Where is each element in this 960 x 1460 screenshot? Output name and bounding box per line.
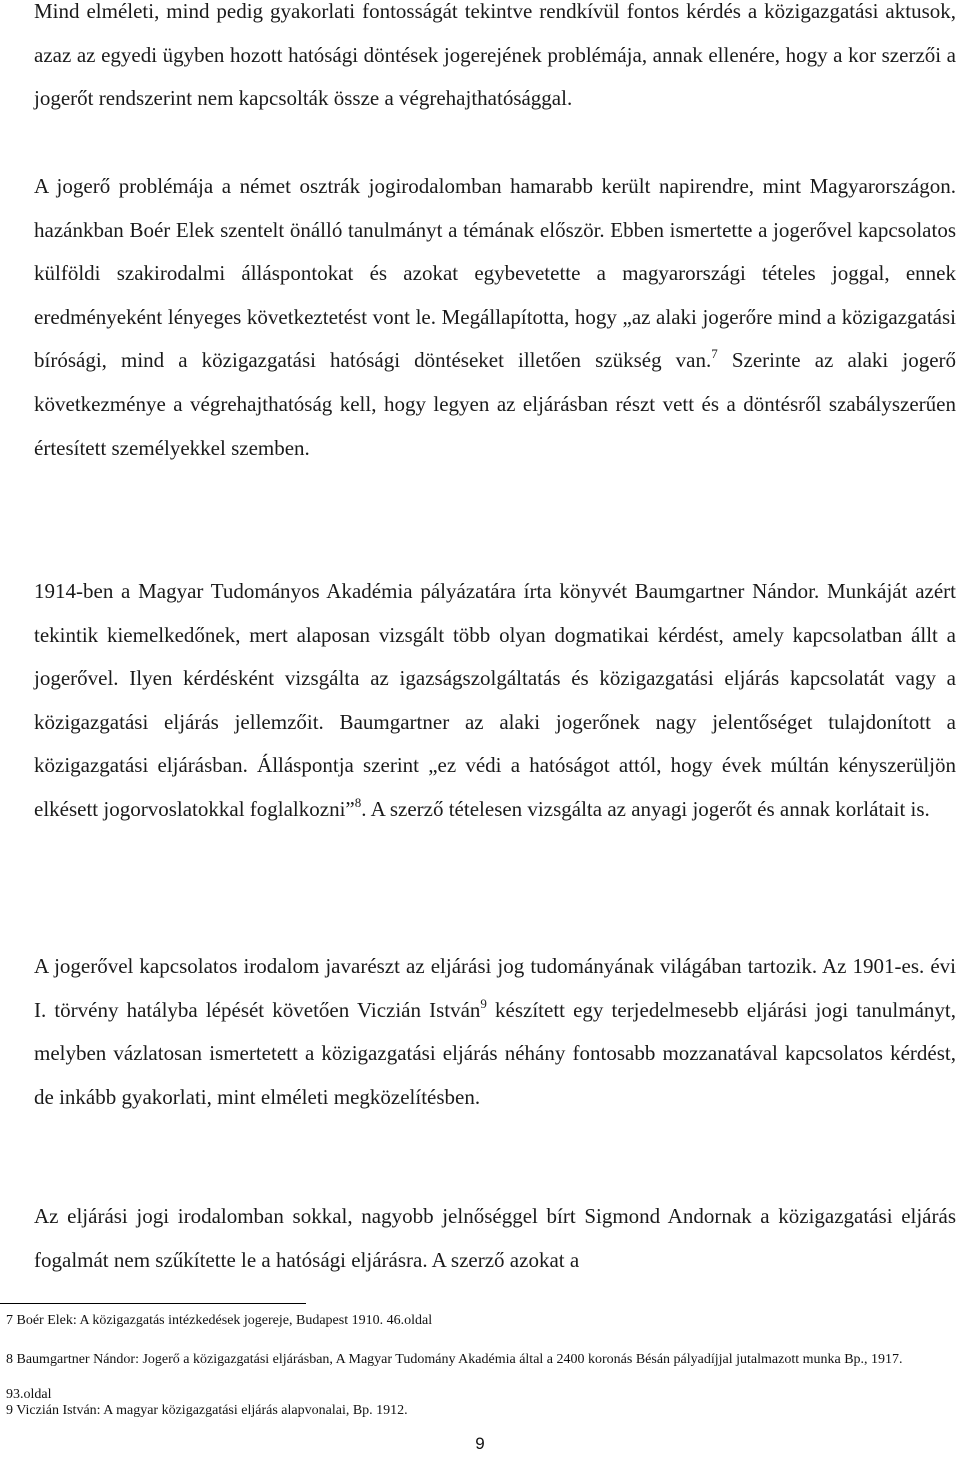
paragraph-3 (34, 570, 956, 832)
paragraph-2-text-b: Szerinte az alaki jogerő következménye a végrehajthatóság kell, hogy legyen az eljárásban részt vett és a döntésről szabályszerűen értesített személyekkel szemben. (34, 348, 957, 460)
footnote-8: 8 Baumgartner Nándor: Jogerő a közigazgatási eljárásban, A Magyar Tudomány Akadémia által a 2400 koronás Bésán pályadíjjal jutalmazott munka Bp., 1917. 93.oldal (6, 1352, 903, 1402)
paragraph-2 (34, 165, 956, 470)
footnote-ref-9[interactable]: 9 (480, 995, 487, 1011)
paragraph-4-text-a: A jogerővel kapcsolatos irodalom javarészt az eljárási jog tudományának világában tartozik. Az 1901-es. évi I. törvény hatályba lépését követően Viczián István (34, 954, 956, 1022)
paragraph-5-text: Az eljárási jogi irodalomban sokkal, nagyobb jelnőséggel bírt Sigmond Andornak a közigazgatási eljárás fogalmát nem szűkítette le a hatósági eljárásra. A szerző azokat a (34, 1204, 956, 1272)
paragraph-3-text-a: 1914-ben a Magyar Tudományos Akadémia pályázatára írta könyvét Baumgartner Nándor. Munkáját azért tekintik kiemelkedőnek, mert alaposan vizsgált több olyan dogmatikai kérdést, amely kapcsolatban állt a jogerővel. Ilyen kérdésként vizsgálta az igazságszolgáltatás és közigazgatási eljárás kapcsolatát vagy a közigazgatási eljárás jellemzőit. Baumgartner az alaki jogerőnek nagy jelentőséget tulajdonított a közigazgatási eljárásban. Álláspontja szerint „ez védi a hatóságot attól, hogy évek múltán kényszerüljön elkésett jogorvoslatokkal foglalkozni” (34, 579, 956, 821)
paragraph-1-text: Mind elméleti, mind pedig gyakorlati fontosságát tekintve rendkívül fontos kérdés a közigazgatási aktusok, azaz az egyedi ügyben hozott hatósági döntések jogerejének problémája, annak ellenére, hogy a kor szerzői a jogerőt rendszerint nem kapcsolták össze a végrehajthatósággal. (34, 0, 956, 111)
footnote-9: 9 Viczián István: A magyar közigazgatási eljárás alapvonalai, Bp. 1912. (6, 1403, 408, 1418)
paragraph-5 (34, 1195, 956, 1282)
footnote-7: 7 Boér Elek: A közigazgatás intézkedések jogereje, Budapest 1910. 46.oldal (6, 1313, 433, 1328)
paragraph-1 (34, 0, 956, 121)
paragraph-2-text-a: A jogerő problémája a német osztrák jogirodalomban hamarabb került napirendre, mint Magyarországon. hazánkban Boér Elek szentelt önálló tanulmányt a témának először. Ebben ismertette a jogerővel kapcsolatos külföldi szakirodalmi álláspontokat és azokat egybevetette a magyarországi tételes joggal, ennek eredményeként lényeges következtetést vont le. Megállapította, hogy „az alaki jogerőre mind a közigazgatási bírósági, mind a közigazgatási hatósági döntéseket illetően szükség van. (34, 174, 956, 373)
paragraph-4 (34, 945, 956, 1119)
paragraph-4-text-b: készített egy terjedelmesebb eljárási jogi tanulmányt, melyben vázlatosan ismertetett a közigazgatási eljárás néhány fontosabb mozzanatával kapcsolatos kérdést, de inkább gyakorlati, mint elméleti megközelítésben. (34, 997, 956, 1109)
footnote-separator (0, 1303, 306, 1304)
footnote-ref-7[interactable]: 7 (711, 346, 718, 362)
footnote-ref-8[interactable]: 8 (354, 794, 362, 810)
page-number: 9 (475, 1434, 485, 1453)
paragraph-3-text-b: . A szerző tételesen vizsgálta az anyagi jogerőt és annak korlátait is. (361, 796, 930, 821)
